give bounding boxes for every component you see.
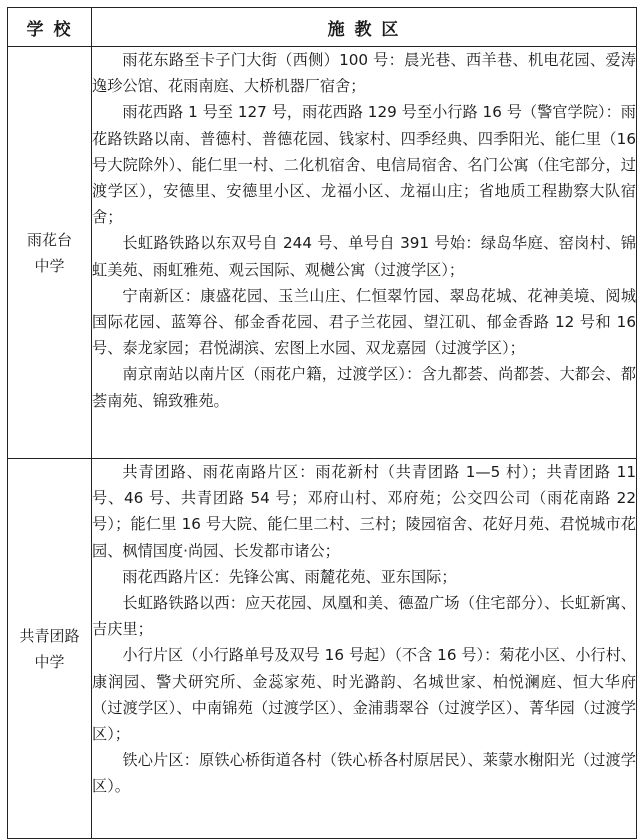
district-paragraph: 雨花东路至卡子门大街（西侧）100 号：晨光巷、西羊巷、机电花园、爱涛逸珍公馆、花雨南庭、大桥机器厂宿舍； bbox=[92, 51, 636, 96]
school-name-cell bbox=[8, 459, 92, 839]
district-paragraph: 雨花西路 1 号至 127 号，雨花西路 129 号至小行路 16 号（警官学院）：雨花路铁路以南、普德村、普德花园、钱家村、四季经典、四季阳光、能仁里（16 号大院除外）、能仁里一村、二化机宿舍、电信局宿舍、名门公寓（住宅部分，过渡学区），安德里、安德里小区、龙福小区、龙福山庄；省地质工程勘察大队宿舍； bbox=[92, 103, 636, 227]
table-header-row bbox=[8, 8, 637, 47]
header-school: 学 校 bbox=[8, 8, 92, 47]
school-name-cell bbox=[8, 47, 92, 459]
district-paragraph: 南京南站以南片区（雨花户籍，过渡学区）：含九都荟、尚都荟、大都会、都荟南苑、锦致雅苑。 bbox=[92, 365, 636, 410]
district-paragraph: 宁南新区：康盛花园、玉兰山庄、仁恒翠竹园、翠岛花城、花神美境、阅城国际花园、蓝筹谷、郁金香花园、君子兰花园、望江矶、郁金香路 12 号和 16 号、泰龙家园；君悦湖滨、宏图上水园、双龙嘉园（过渡学区）； bbox=[92, 286, 636, 358]
header-district: 施 教 区 bbox=[92, 8, 637, 47]
district-cell bbox=[92, 459, 637, 839]
district-paragraph: 铁心片区：原铁心桥街道各村（铁心桥各村原居民）、莱蒙水榭阳光（过渡学区）。 bbox=[92, 751, 636, 796]
school-district-table bbox=[7, 7, 637, 839]
district-paragraph: 长虹路铁路以西：应天花园、凤凰和美、德盈广场（住宅部分）、长虹新寓、吉庆里； bbox=[92, 594, 636, 639]
school-name-line: 中学 bbox=[34, 256, 65, 275]
school-name-line: 中学 bbox=[34, 652, 65, 671]
table-row bbox=[8, 459, 637, 839]
school-name-line: 雨花台 bbox=[26, 230, 72, 249]
district-paragraph: 雨花西路片区：先锋公寓、雨麓花苑、亚东国际； bbox=[122, 567, 457, 586]
district-paragraph: 长虹路铁路以东双号自 244 号、单号自 391 号始：绿岛华庭、窑岗村、锦虹美苑、雨虹雅苑、观云国际、观樾公寓（过渡学区）； bbox=[92, 234, 636, 279]
district-cell bbox=[92, 47, 637, 459]
table-row bbox=[8, 47, 637, 459]
school-name-line: 共青团路 bbox=[19, 626, 80, 645]
district-paragraph: 共青团路、雨花南路片区：雨花新村（共青团路 1—5 村）；共青团路 11 号、46 号、共青团路 54 号；邓府山村、邓府苑；公交四公司（雨花南路 22 号）；能仁里 16 号大院、能仁里二村、三村；陵园宿舍、花好月苑、君悦城市花园、枫情国度·尚园、长发都市诸公； bbox=[92, 463, 636, 560]
district-paragraph: 小行片区（小行路单号及双号 16 号起）（不含 16 号）：菊花小区、小行村、康润园、警犬研究所、金蕊家苑、时光潞韵、名城世家、柏悦澜庭、恒大华府（过渡学区）、中南锦苑（过渡学区）、金浦翡翠谷（过渡学区）、菁华园（过渡学区）； bbox=[92, 646, 636, 744]
